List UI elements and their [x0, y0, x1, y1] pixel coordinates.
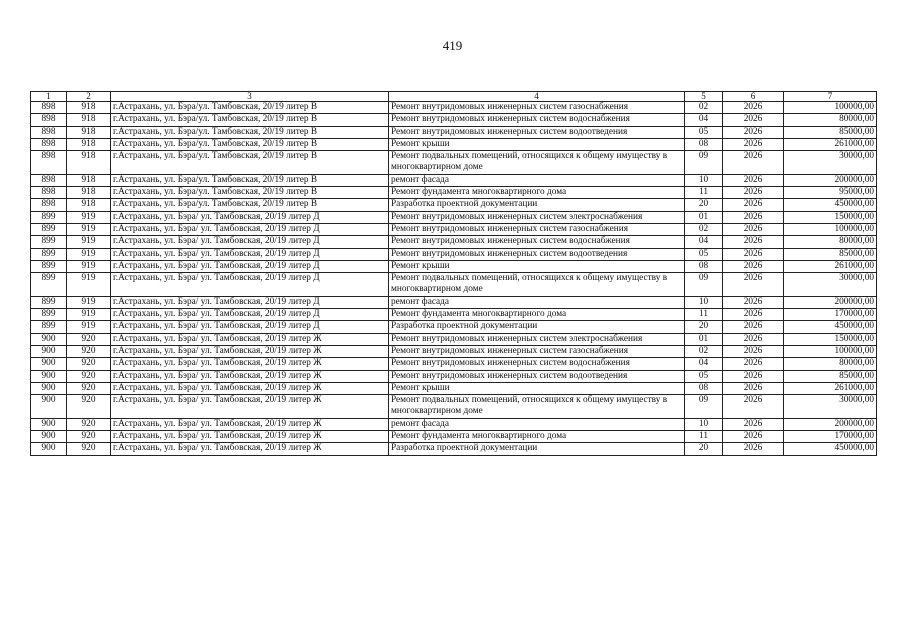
year-cell: 2026 [723, 309, 784, 321]
row-number-cell: 918 [67, 126, 111, 138]
year-cell: 2026 [723, 114, 784, 126]
cost-cell: 200000,00 [784, 174, 877, 186]
work-type-cell: Ремонт внутридомовых инженерных систем электроснабжения [389, 211, 685, 223]
row-number-cell: 920 [67, 418, 111, 430]
address-cell: г.Астрахань, ул. Бэра/ ул. Тамбовская, 20/19 литер Д [111, 309, 389, 321]
cost-cell: 200000,00 [784, 418, 877, 430]
cost-cell: 170000,00 [784, 431, 877, 443]
row-number-cell: 919 [67, 236, 111, 248]
work-code-cell: 10 [685, 296, 723, 308]
cost-cell: 95000,00 [784, 187, 877, 199]
row-index-cell: 898 [31, 187, 67, 199]
row-number-cell: 919 [67, 321, 111, 333]
work-code-cell: 01 [685, 211, 723, 223]
row-index-cell: 899 [31, 260, 67, 272]
page-number: 419 [442, 38, 463, 53]
address-cell: г.Астрахань, ул. Бэра/ ул. Тамбовская, 20/19 литер Д [111, 321, 389, 333]
table-row [31, 418, 877, 430]
row-index-cell: 898 [31, 199, 67, 211]
row-number-cell: 920 [67, 395, 111, 419]
year-cell: 2026 [723, 370, 784, 382]
work-type-cell: Ремонт фундамента многоквартирного дома [389, 431, 685, 443]
address-cell: г.Астрахань, ул. Бэра/ ул. Тамбовская, 20/19 литер Ж [111, 418, 389, 430]
work-code-cell: 05 [685, 248, 723, 260]
address-cell: г.Астрахань, ул. Бэра/ул. Тамбовская, 20/19 литер В [111, 151, 389, 175]
row-number-cell: 919 [67, 260, 111, 272]
cost-cell: 200000,00 [784, 296, 877, 308]
table-row [31, 114, 877, 126]
cost-cell: 100000,00 [784, 223, 877, 235]
work-type-cell: Ремонт внутридомовых инженерных систем водоотведения [389, 248, 685, 260]
row-number-cell: 920 [67, 431, 111, 443]
row-number-cell: 919 [67, 223, 111, 235]
work-type-cell: Ремонт крыши [389, 382, 685, 394]
work-type-cell: ремонт фасада [389, 296, 685, 308]
row-index-cell: 900 [31, 382, 67, 394]
row-index-cell: 900 [31, 333, 67, 345]
row-number-cell: 920 [67, 443, 111, 455]
row-index-cell: 899 [31, 223, 67, 235]
address-cell: г.Астрахань, ул. Бэра/ ул. Тамбовская, 20/19 литер Ж [111, 395, 389, 419]
year-cell: 2026 [723, 174, 784, 186]
work-type-cell: Ремонт внутридомовых инженерных систем газоснабжения [389, 345, 685, 357]
table-row [31, 236, 877, 248]
row-number-cell: 918 [67, 174, 111, 186]
capital-repair-table [30, 91, 877, 456]
year-cell: 2026 [723, 443, 784, 455]
row-index-cell: 898 [31, 114, 67, 126]
work-code-cell: 20 [685, 443, 723, 455]
row-number-cell: 919 [67, 273, 111, 297]
year-cell: 2026 [723, 211, 784, 223]
work-type-cell: Ремонт подвальных помещений, относящихся к общему имуществу в многоквартирном доме [389, 273, 685, 297]
cost-cell: 261000,00 [784, 138, 877, 150]
table-row [31, 151, 877, 175]
row-number-cell: 919 [67, 248, 111, 260]
row-number-cell: 918 [67, 138, 111, 150]
work-type-cell: Ремонт внутридомовых инженерных систем газоснабжения [389, 102, 685, 114]
work-code-cell: 05 [685, 126, 723, 138]
table-body [31, 102, 877, 456]
row-number-cell: 920 [67, 333, 111, 345]
address-cell: г.Астрахань, ул. Бэра/ ул. Тамбовская, 20/19 литер Д [111, 211, 389, 223]
work-type-cell: Ремонт подвальных помещений, относящихся к общему имуществу в многоквартирном доме [389, 151, 685, 175]
work-code-cell: 11 [685, 431, 723, 443]
row-index-cell: 898 [31, 174, 67, 186]
table-row [31, 187, 877, 199]
row-number-cell: 920 [67, 345, 111, 357]
year-cell: 2026 [723, 126, 784, 138]
cost-cell: 85000,00 [784, 126, 877, 138]
address-cell: г.Астрахань, ул. Бэра/ ул. Тамбовская, 20/19 литер Ж [111, 333, 389, 345]
table-row [31, 321, 877, 333]
row-number-cell: 918 [67, 102, 111, 114]
cost-cell: 30000,00 [784, 151, 877, 175]
table-row [31, 431, 877, 443]
work-type-cell: Ремонт подвальных помещений, относящихся к общему имуществу в многоквартирном доме [389, 395, 685, 419]
work-code-cell: 05 [685, 370, 723, 382]
row-number-cell: 919 [67, 211, 111, 223]
cost-cell: 170000,00 [784, 309, 877, 321]
row-index-cell: 900 [31, 431, 67, 443]
year-cell: 2026 [723, 382, 784, 394]
address-cell: г.Астрахань, ул. Бэра/ ул. Тамбовская, 20/19 литер Ж [111, 358, 389, 370]
work-type-cell: ремонт фасада [389, 174, 685, 186]
work-type-cell: ремонт фасада [389, 418, 685, 430]
year-cell: 2026 [723, 418, 784, 430]
work-type-cell: Ремонт внутридомовых инженерных систем электроснабжения [389, 333, 685, 345]
year-cell: 2026 [723, 138, 784, 150]
work-code-cell: 09 [685, 151, 723, 175]
year-cell: 2026 [723, 345, 784, 357]
address-cell: г.Астрахань, ул. Бэра/ ул. Тамбовская, 20/19 литер Ж [111, 370, 389, 382]
work-code-cell: 02 [685, 223, 723, 235]
year-cell: 2026 [723, 321, 784, 333]
year-cell: 2026 [723, 273, 784, 297]
row-index-cell: 898 [31, 126, 67, 138]
row-number-cell: 918 [67, 199, 111, 211]
address-cell: г.Астрахань, ул. Бэра/ул. Тамбовская, 20/19 литер В [111, 126, 389, 138]
work-type-cell: Ремонт внутридомовых инженерных систем водоснабжения [389, 358, 685, 370]
address-cell: г.Астрахань, ул. Бэра/ ул. Тамбовская, 20/19 литер Д [111, 248, 389, 260]
row-index-cell: 898 [31, 138, 67, 150]
year-cell: 2026 [723, 296, 784, 308]
row-index-cell: 899 [31, 321, 67, 333]
address-cell: г.Астрахань, ул. Бэра/ ул. Тамбовская, 20/19 литер Ж [111, 443, 389, 455]
address-cell: г.Астрахань, ул. Бэра/ ул. Тамбовская, 20/19 литер Д [111, 273, 389, 297]
row-number-cell: 920 [67, 358, 111, 370]
table-row [31, 126, 877, 138]
row-index-cell: 899 [31, 273, 67, 297]
cost-cell: 100000,00 [784, 345, 877, 357]
cost-cell: 80000,00 [784, 358, 877, 370]
year-cell: 2026 [723, 223, 784, 235]
year-cell: 2026 [723, 358, 784, 370]
row-number-cell: 919 [67, 309, 111, 321]
table-row [31, 273, 877, 297]
row-index-cell: 899 [31, 309, 67, 321]
work-code-cell: 09 [685, 273, 723, 297]
table-row [31, 443, 877, 455]
work-type-cell: Ремонт внутридомовых инженерных систем водоснабжения [389, 236, 685, 248]
year-cell: 2026 [723, 199, 784, 211]
row-index-cell: 900 [31, 345, 67, 357]
address-cell: г.Астрахань, ул. Бэра/ул. Тамбовская, 20/19 литер В [111, 199, 389, 211]
row-index-cell: 898 [31, 151, 67, 175]
table-row [31, 248, 877, 260]
header-col-3: 3 [111, 92, 389, 102]
header-col-6: 6 [723, 92, 784, 102]
work-type-cell: Ремонт внутридомовых инженерных систем газоснабжения [389, 223, 685, 235]
year-cell: 2026 [723, 395, 784, 419]
header-col-5: 5 [685, 92, 723, 102]
row-index-cell: 900 [31, 395, 67, 419]
table-row [31, 382, 877, 394]
table-row [31, 174, 877, 186]
table-row [31, 138, 877, 150]
work-type-cell: Ремонт фундамента многоквартирного дома [389, 187, 685, 199]
address-cell: г.Астрахань, ул. Бэра/ ул. Тамбовская, 20/19 литер Д [111, 236, 389, 248]
cost-cell: 80000,00 [784, 114, 877, 126]
work-type-cell: Разработка проектной документации [389, 321, 685, 333]
cost-cell: 150000,00 [784, 333, 877, 345]
table-row [31, 223, 877, 235]
address-cell: г.Астрахань, ул. Бэра/ул. Тамбовская, 20/19 литер В [111, 102, 389, 114]
table-row [31, 395, 877, 419]
row-index-cell: 898 [31, 102, 67, 114]
row-index-cell: 899 [31, 296, 67, 308]
header-col-2: 2 [67, 92, 111, 102]
row-number-cell: 918 [67, 151, 111, 175]
work-code-cell: 02 [685, 102, 723, 114]
year-cell: 2026 [723, 248, 784, 260]
row-number-cell: 920 [67, 382, 111, 394]
cost-cell: 30000,00 [784, 395, 877, 419]
work-code-cell: 08 [685, 138, 723, 150]
work-code-cell: 11 [685, 309, 723, 321]
table-row [31, 358, 877, 370]
cost-cell: 85000,00 [784, 248, 877, 260]
work-code-cell: 10 [685, 418, 723, 430]
address-cell: г.Астрахань, ул. Бэра/ ул. Тамбовская, 20/19 литер Д [111, 260, 389, 272]
work-code-cell: 04 [685, 236, 723, 248]
year-cell: 2026 [723, 236, 784, 248]
address-cell: г.Астрахань, ул. Бэра/ул. Тамбовская, 20/19 литер В [111, 138, 389, 150]
cost-cell: 450000,00 [784, 321, 877, 333]
header-col-7: 7 [784, 92, 877, 102]
work-code-cell: 02 [685, 345, 723, 357]
row-index-cell: 899 [31, 211, 67, 223]
cost-cell: 261000,00 [784, 260, 877, 272]
cost-cell: 261000,00 [784, 382, 877, 394]
cost-cell: 100000,00 [784, 102, 877, 114]
table-header-row [31, 92, 877, 102]
row-number-cell: 918 [67, 114, 111, 126]
work-code-cell: 20 [685, 321, 723, 333]
year-cell: 2026 [723, 260, 784, 272]
work-code-cell: 01 [685, 333, 723, 345]
address-cell: г.Астрахань, ул. Бэра/ ул. Тамбовская, 20/19 литер Ж [111, 431, 389, 443]
year-cell: 2026 [723, 151, 784, 175]
work-code-cell: 20 [685, 199, 723, 211]
work-type-cell: Ремонт крыши [389, 138, 685, 150]
header-col-1: 1 [31, 92, 67, 102]
table-row [31, 309, 877, 321]
cost-cell: 150000,00 [784, 211, 877, 223]
row-number-cell: 920 [67, 370, 111, 382]
work-code-cell: 11 [685, 187, 723, 199]
work-code-cell: 09 [685, 395, 723, 419]
header-col-4: 4 [389, 92, 685, 102]
address-cell: г.Астрахань, ул. Бэра/ ул. Тамбовская, 20/19 литер Д [111, 223, 389, 235]
address-cell: г.Астрахань, ул. Бэра/ул. Тамбовская, 20/19 литер В [111, 114, 389, 126]
row-index-cell: 900 [31, 370, 67, 382]
row-index-cell: 900 [31, 418, 67, 430]
work-code-cell: 10 [685, 174, 723, 186]
table-row [31, 199, 877, 211]
cost-cell: 450000,00 [784, 443, 877, 455]
work-type-cell: Ремонт крыши [389, 260, 685, 272]
work-type-cell: Ремонт внутридомовых инженерных систем водоотведения [389, 126, 685, 138]
cost-cell: 450000,00 [784, 199, 877, 211]
table-row [31, 370, 877, 382]
work-code-cell: 04 [685, 114, 723, 126]
cost-cell: 80000,00 [784, 236, 877, 248]
year-cell: 2026 [723, 431, 784, 443]
work-type-cell: Ремонт внутридомовых инженерных систем водоснабжения [389, 114, 685, 126]
address-cell: г.Астрахань, ул. Бэра/ ул. Тамбовская, 20/19 литер Д [111, 296, 389, 308]
work-type-cell: Ремонт фундамента многоквартирного дома [389, 309, 685, 321]
row-index-cell: 899 [31, 248, 67, 260]
table-row [31, 333, 877, 345]
table-row [31, 296, 877, 308]
cost-cell: 85000,00 [784, 370, 877, 382]
work-type-cell: Разработка проектной документации [389, 199, 685, 211]
table-row [31, 102, 877, 114]
address-cell: г.Астрахань, ул. Бэра/ ул. Тамбовская, 20/19 литер Ж [111, 345, 389, 357]
cost-cell: 30000,00 [784, 273, 877, 297]
work-code-cell: 08 [685, 382, 723, 394]
work-code-cell: 08 [685, 260, 723, 272]
address-cell: г.Астрахань, ул. Бэра/ул. Тамбовская, 20/19 литер В [111, 174, 389, 186]
row-index-cell: 900 [31, 443, 67, 455]
table-row [31, 211, 877, 223]
work-type-cell: Ремонт внутридомовых инженерных систем водоотведения [389, 370, 685, 382]
year-cell: 2026 [723, 187, 784, 199]
address-cell: г.Астрахань, ул. Бэра/ ул. Тамбовская, 20/19 литер Ж [111, 382, 389, 394]
row-number-cell: 918 [67, 187, 111, 199]
table-row [31, 260, 877, 272]
row-number-cell: 919 [67, 296, 111, 308]
year-cell: 2026 [723, 102, 784, 114]
row-index-cell: 899 [31, 236, 67, 248]
table-row [31, 345, 877, 357]
year-cell: 2026 [723, 333, 784, 345]
work-code-cell: 04 [685, 358, 723, 370]
row-index-cell: 900 [31, 358, 67, 370]
address-cell: г.Астрахань, ул. Бэра/ул. Тамбовская, 20/19 литер В [111, 187, 389, 199]
work-type-cell: Разработка проектной документации [389, 443, 685, 455]
